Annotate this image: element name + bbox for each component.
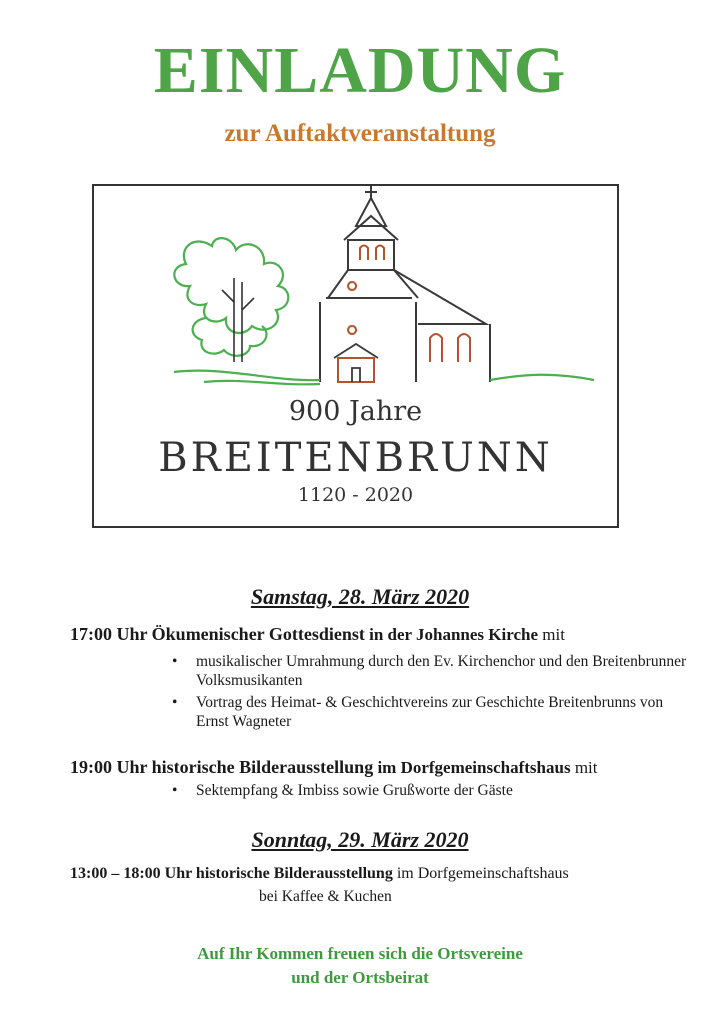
day2-event1-line2: bei Kaffee & Kuchen bbox=[259, 888, 392, 905]
list-item: • musikalischer Umrahmung durch den Ev. Kirchenchor und den Breitenbrunner Volksmusikanten bbox=[168, 652, 688, 690]
list-item: • Sektempfang & Imbiss sowie Grußworte der Gäste bbox=[168, 781, 688, 800]
closing-line1: Auf Ihr Kommen freuen sich die Ortsvereine bbox=[197, 944, 523, 963]
church-entrance bbox=[334, 344, 378, 382]
event1-time-title: 17:00 Uhr Ökumenischer Gottesdienst bbox=[70, 624, 365, 644]
event2-bullets bbox=[168, 781, 688, 803]
day1-heading: Samstag, 28. März 2020 bbox=[250, 584, 470, 609]
day2-event1 bbox=[70, 866, 710, 882]
church-icon bbox=[320, 186, 490, 382]
event1-bullets bbox=[168, 652, 688, 734]
event1-location: in der Johannes Kirche bbox=[369, 625, 539, 644]
day2-time-title: 13:00 – 18:00 Uhr historische Bilderausstellung bbox=[70, 865, 393, 882]
page-title: EINLADUNG bbox=[153, 34, 567, 107]
logo-line-years: 900 Jahre bbox=[288, 396, 423, 427]
list-item: • Vortrag des Heimat- & Geschichtvereins zur Geschichte Breitenbrunns von Ernst Wagneter bbox=[168, 693, 688, 731]
day2-location: im Dorfgemeinschaftshaus bbox=[396, 865, 569, 882]
event2-mit: mit bbox=[574, 758, 598, 777]
closing-line2: und der Ortsbeirat bbox=[291, 968, 429, 987]
logo-line-town: BREITENBRUNN bbox=[158, 435, 553, 481]
event2-time-title: 19:00 Uhr historische Bilderausstellung bbox=[70, 757, 374, 777]
ground-line bbox=[174, 371, 594, 385]
event1-mit: mit bbox=[542, 625, 565, 644]
page-subtitle: zur Auftaktveranstaltung bbox=[224, 120, 496, 147]
day1-event1 bbox=[70, 625, 710, 643]
anniversary-logo bbox=[92, 184, 619, 528]
day1-event2 bbox=[70, 758, 710, 776]
church-details bbox=[338, 246, 470, 383]
logo-line-range: 1120 - 2020 bbox=[297, 484, 414, 506]
tree-icon bbox=[174, 238, 288, 356]
event2-location: im Dorfgemeinschaftshaus bbox=[377, 758, 571, 777]
day2-heading: Sonntag, 29. März 2020 bbox=[251, 827, 469, 852]
